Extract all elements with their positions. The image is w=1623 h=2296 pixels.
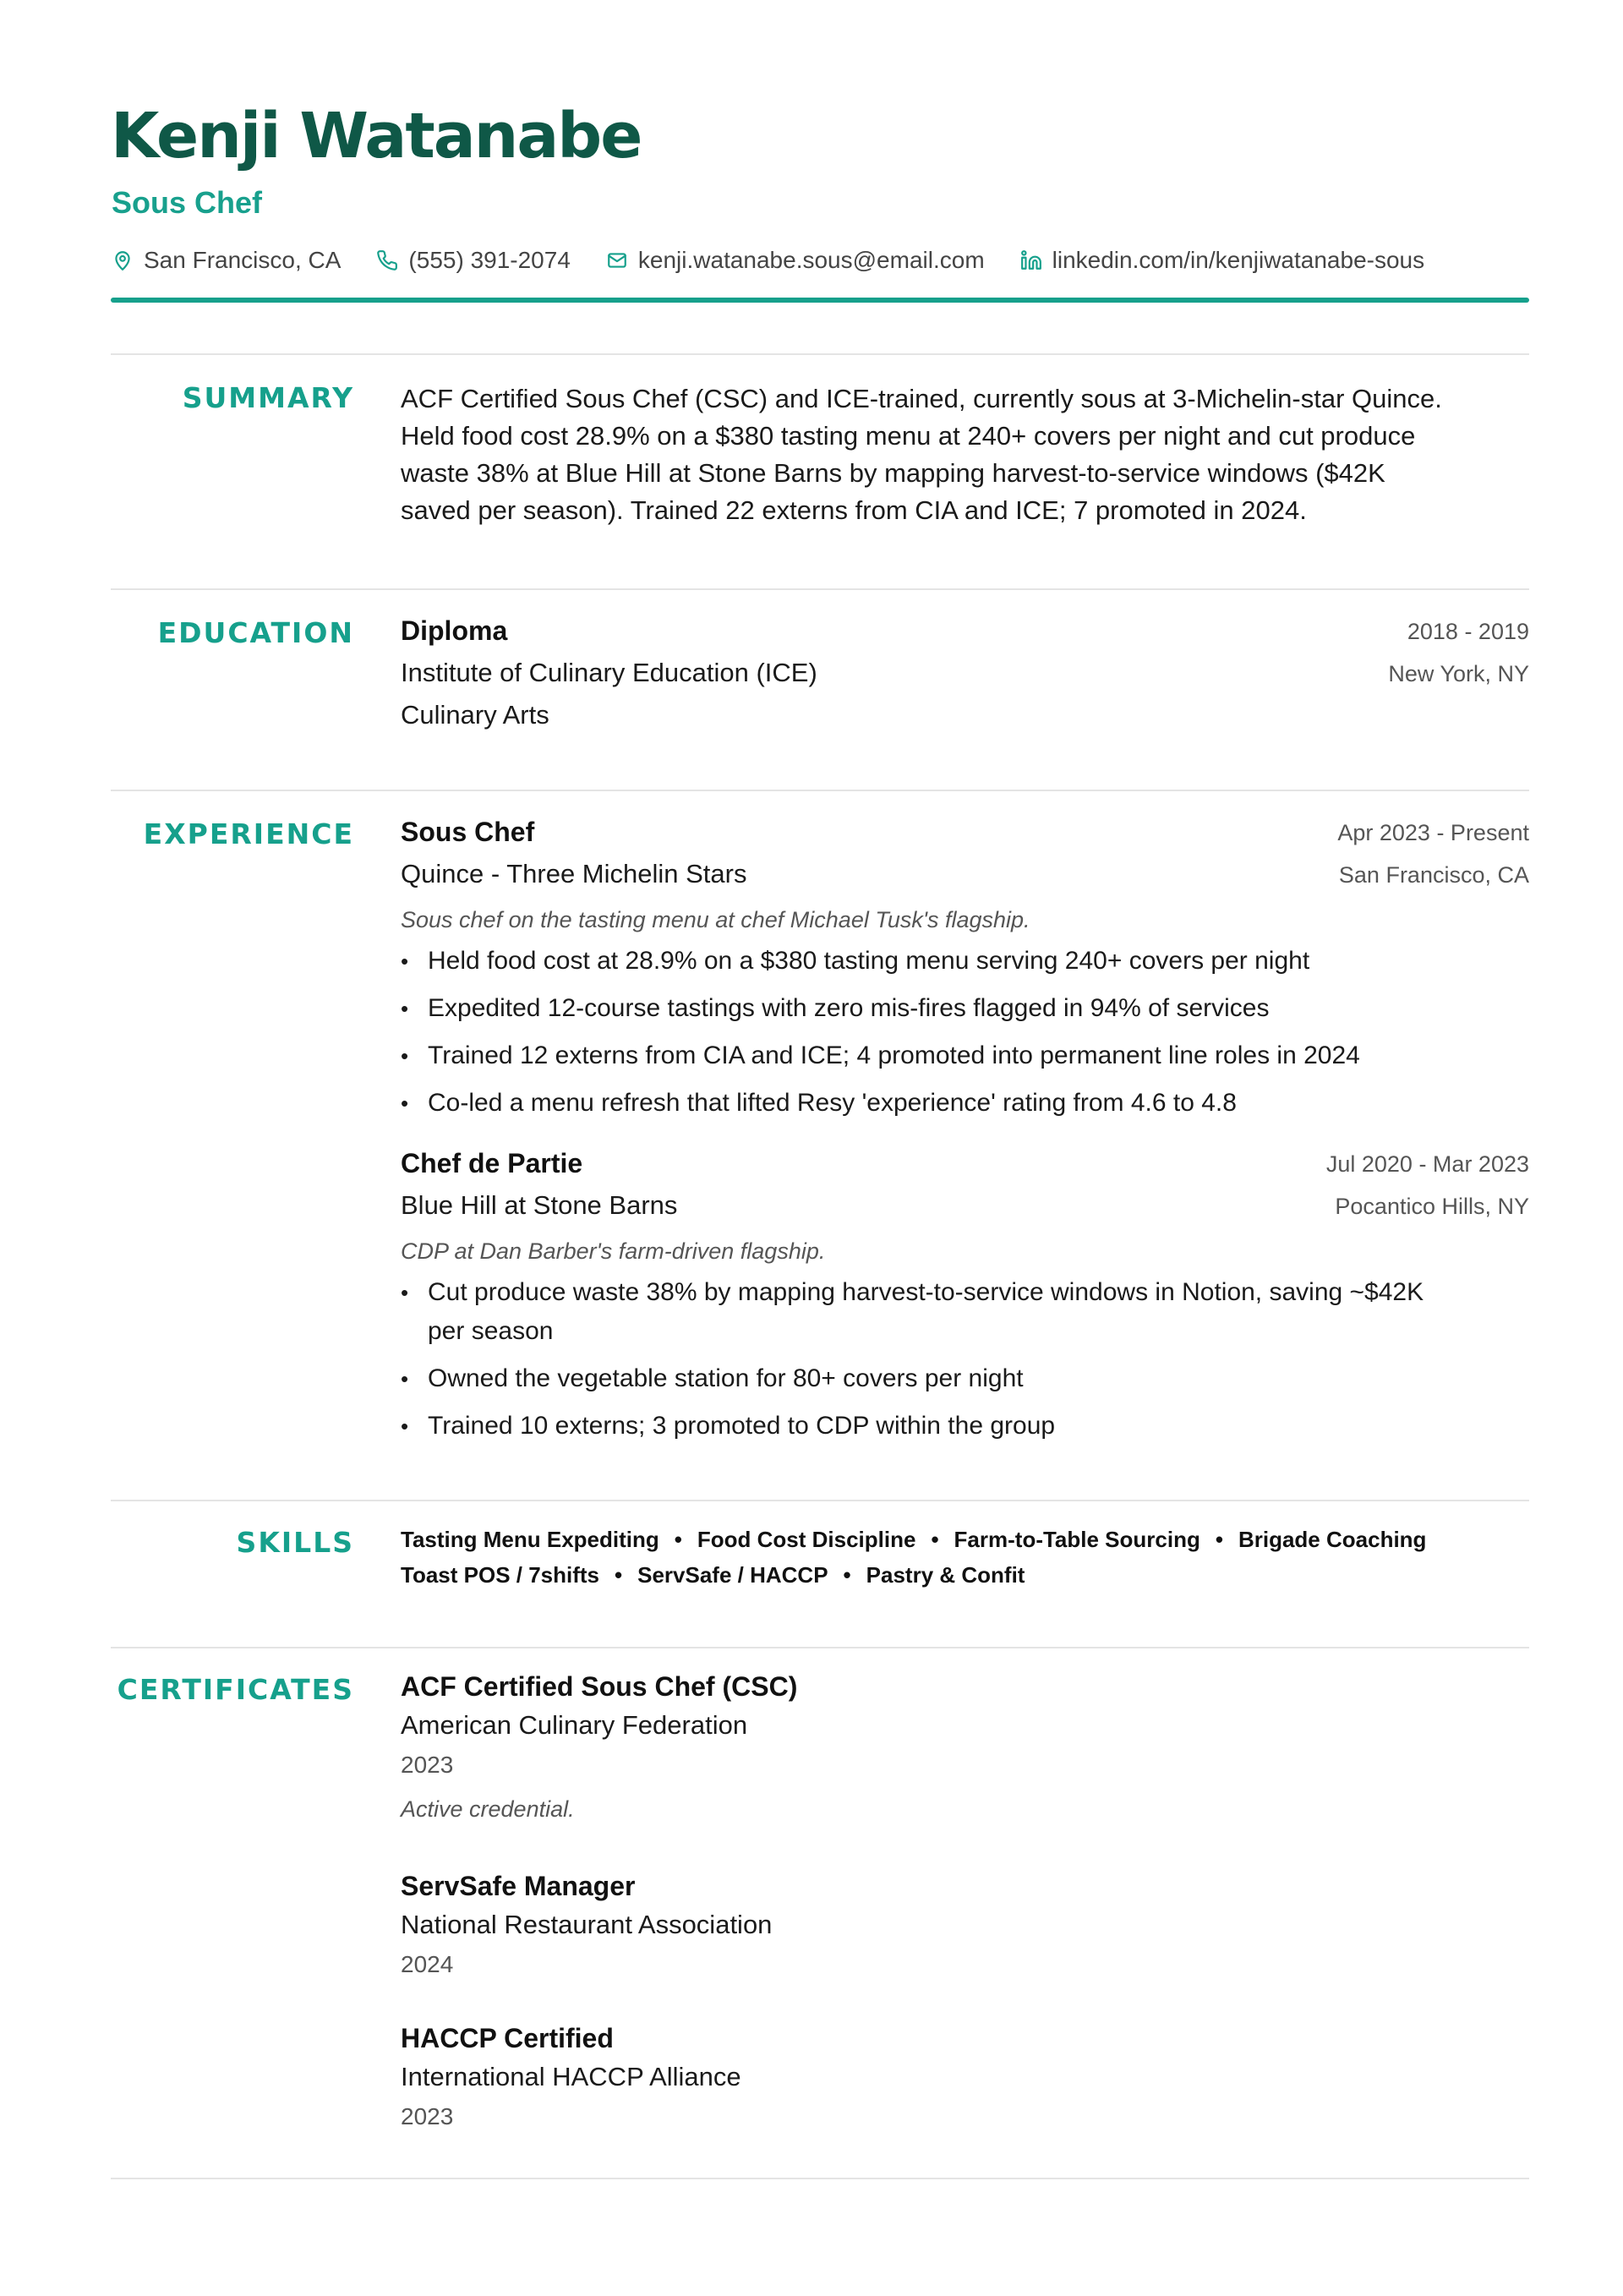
bullet-text: Owned the vegetable station for 80+ covers per night <box>428 1364 1024 1392</box>
certificate-name: ServSafe Manager <box>401 1871 636 1901</box>
job-company: Blue Hill at Stone Barns <box>401 1190 678 1220</box>
skill-item: Farm-to-Table Sourcing <box>954 1527 1200 1552</box>
certificate-item <box>401 2019 1529 2137</box>
footer-divider <box>111 2178 1529 2179</box>
contact-linkedin-text[interactable]: linkedin.com/in/kenjiwatanabe-sous <box>1052 247 1425 273</box>
skill-item: Tasting Menu Expediting <box>401 1527 659 1552</box>
job-title: Chef de Partie <box>401 1148 583 1178</box>
bullet-text: Expedited 12-course tastings with zero mis-fires flagged in 94% of services <box>428 994 1270 1022</box>
skills-line <box>401 1557 1529 1593</box>
contact-phone-text: (555) 391-2074 <box>408 247 571 273</box>
skill-item: Brigade Coaching <box>1238 1527 1427 1552</box>
experience-entry <box>401 817 1529 1131</box>
bullet-dot: • <box>401 996 409 1021</box>
bullet-text: Trained 10 externs; 3 promoted to CDP within the group <box>428 1412 1056 1440</box>
skills-list <box>401 1522 1529 1593</box>
section-title-skills: SKILLS <box>236 1526 354 1559</box>
summary-line: Held food cost 28.9% on a $380 tasting menu at 240+ covers per night and cut produce <box>401 421 1416 451</box>
location-pin-icon <box>112 249 134 271</box>
candidate-role: Sous Chef <box>112 185 263 220</box>
list-item <box>401 942 1529 981</box>
section-divider <box>111 353 1529 355</box>
section-title-education: EDUCATION <box>157 616 354 649</box>
candidate-name: Kenji Watanabe <box>111 100 642 172</box>
job-title: Sous Chef <box>401 817 535 847</box>
summary-line: ACF Certified Sous Chef (CSC) and ICE-trained, currently sous at 3-Michelin-star Quince. <box>401 384 1442 413</box>
skills-line <box>401 1522 1529 1557</box>
certificate-note: Active credential. <box>401 1796 575 1822</box>
contact-linkedin[interactable] <box>1020 247 1424 274</box>
skill-item: Pastry & Confit <box>866 1562 1025 1588</box>
job-bullets <box>401 942 1529 1123</box>
certificate-item <box>401 1867 1529 1985</box>
header-divider <box>111 298 1529 303</box>
job-location: San Francisco, CA <box>1338 862 1529 888</box>
linkedin-icon <box>1020 249 1042 271</box>
certificate-year: 2023 <box>401 2103 454 2129</box>
job-location: Pocantico Hills, NY <box>1335 1194 1529 1219</box>
job-description: CDP at Dan Barber's farm-driven flagship. <box>401 1238 826 1264</box>
contact-email-text[interactable]: kenji.watanabe.sous@email.com <box>637 247 985 273</box>
skill-separator: • <box>843 1562 851 1588</box>
section-title-experience: EXPERIENCE <box>143 817 354 850</box>
summary-text <box>401 380 1529 529</box>
bullet-text-continued: per season <box>428 1317 554 1345</box>
skill-item: Toast POS / 7shifts <box>401 1562 600 1588</box>
summary-line: saved per season). Trained 22 externs from CIA and ICE; 7 promoted in 2024. <box>401 495 1307 525</box>
certificates-list <box>401 1667 1529 2171</box>
bullet-dot: • <box>401 1413 409 1439</box>
bullet-dot: • <box>401 1091 409 1116</box>
skill-separator: • <box>674 1527 682 1552</box>
list-item <box>401 989 1529 1028</box>
certificate-year: 2024 <box>401 1951 454 1977</box>
section-title-summary: SUMMARY <box>182 381 354 414</box>
education-field: Culinary Arts <box>401 700 549 730</box>
phone-icon <box>376 249 398 271</box>
certificate-item <box>401 1667 1529 1833</box>
skill-separator: • <box>615 1562 623 1588</box>
job-bullets <box>401 1273 1529 1446</box>
bullet-text: Co-led a menu refresh that lifted Resy 'experience' rating from 4.6 to 4.8 <box>428 1089 1237 1117</box>
certificate-name: HACCP Certified <box>401 2023 614 2053</box>
job-dates: Apr 2023 - Present <box>1337 820 1529 845</box>
bullet-dot: • <box>401 1366 409 1391</box>
contact-email[interactable] <box>606 247 985 274</box>
bullet-text: Held food cost at 28.9% on a $380 tasting menu serving 240+ covers per night <box>428 947 1310 975</box>
section-divider <box>111 1500 1529 1501</box>
skill-item: ServSafe / HACCP <box>637 1562 828 1588</box>
experience-entry <box>401 1148 1529 1454</box>
list-item <box>401 1273 1529 1351</box>
skill-separator: • <box>1215 1527 1223 1552</box>
list-item <box>401 1407 1529 1446</box>
certificate-year: 2023 <box>401 1752 454 1778</box>
list-item <box>401 1359 1529 1398</box>
job-dates: Jul 2020 - Mar 2023 <box>1325 1151 1529 1177</box>
skill-separator: • <box>931 1527 939 1552</box>
job-description: Sous chef on the tasting menu at chef Michael Tusk's flagship. <box>401 907 1030 932</box>
certificate-org: International HACCP Alliance <box>401 2062 741 2091</box>
list-item <box>401 1036 1529 1075</box>
list-item <box>401 1084 1529 1123</box>
bullet-dot: • <box>401 1043 409 1069</box>
mail-icon <box>606 249 628 271</box>
contact-bar <box>112 245 1460 276</box>
education-location: New York, NY <box>1388 661 1529 686</box>
contact-phone <box>376 247 570 274</box>
certificate-name: ACF Certified Sous Chef (CSC) <box>401 1671 798 1702</box>
section-title-certificates: CERTIFICATES <box>117 1673 354 1706</box>
job-company: Quince - Three Michelin Stars <box>401 859 747 888</box>
education-entry <box>401 615 1529 730</box>
bullet-dot: • <box>401 948 409 974</box>
certificate-org: American Culinary Federation <box>401 1710 748 1740</box>
section-divider <box>111 790 1529 791</box>
contact-location <box>112 247 341 274</box>
education-degree: Diploma <box>401 615 508 646</box>
education-dates: 2018 - 2019 <box>1407 619 1529 644</box>
certificate-org: National Restaurant Association <box>401 1910 773 1939</box>
section-divider <box>111 1647 1529 1648</box>
education-school: Institute of Culinary Education (ICE) <box>401 658 817 687</box>
summary-line: waste 38% at Blue Hill at Stone Barns by mapping harvest-to-service windows ($42K <box>401 458 1385 488</box>
skill-item: Food Cost Discipline <box>697 1527 916 1552</box>
bullet-dot: • <box>401 1280 409 1305</box>
bullet-text: Trained 12 externs from CIA and ICE; 4 promoted into permanent line roles in 2024 <box>428 1041 1360 1069</box>
section-divider <box>111 588 1529 590</box>
bullet-text: Cut produce waste 38% by mapping harvest-to-service windows in Notion, saving ~$42K <box>428 1278 1424 1306</box>
contact-location-text: San Francisco, CA <box>144 247 342 273</box>
